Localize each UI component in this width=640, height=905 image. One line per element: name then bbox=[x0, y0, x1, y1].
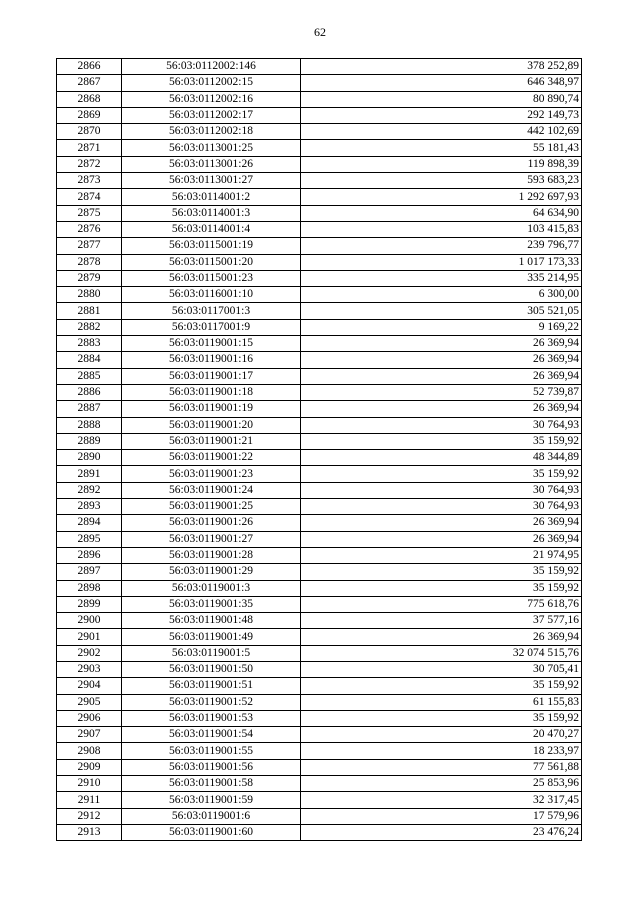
cadastral-value-cell: 305 521,05 bbox=[301, 303, 582, 319]
table-row bbox=[57, 352, 582, 368]
cadastral-number-cell: 56:03:0113001:25 bbox=[122, 140, 301, 156]
table-row bbox=[57, 450, 582, 466]
table-row bbox=[57, 270, 582, 286]
table-body bbox=[57, 59, 582, 841]
cadastral-value-cell: 52 739,87 bbox=[301, 384, 582, 400]
cadastral-number-cell: 56:03:0119001:17 bbox=[122, 368, 301, 384]
row-number-cell: 2908 bbox=[57, 743, 122, 759]
cadastral-number-cell: 56:03:0114001:3 bbox=[122, 205, 301, 221]
row-number-cell: 2902 bbox=[57, 645, 122, 661]
cadastral-value-cell: 26 369,94 bbox=[301, 352, 582, 368]
table-row bbox=[57, 531, 582, 547]
row-number-cell: 2874 bbox=[57, 189, 122, 205]
row-number-cell: 2869 bbox=[57, 107, 122, 123]
cadastral-value-cell: 23 476,24 bbox=[301, 824, 582, 840]
table-row bbox=[57, 59, 582, 75]
row-number-cell: 2892 bbox=[57, 482, 122, 498]
table-row bbox=[57, 205, 582, 221]
cadastral-number-cell: 56:03:0119001:48 bbox=[122, 613, 301, 629]
cadastral-value-cell: 6 300,00 bbox=[301, 287, 582, 303]
table-row bbox=[57, 189, 582, 205]
cadastral-number-cell: 56:03:0119001:19 bbox=[122, 401, 301, 417]
cadastral-value-cell: 1 017 173,33 bbox=[301, 254, 582, 270]
cadastral-number-cell: 56:03:0119001:23 bbox=[122, 466, 301, 482]
cadastral-value-cell: 30 705,41 bbox=[301, 661, 582, 677]
cadastral-number-cell: 56:03:0119001:53 bbox=[122, 710, 301, 726]
cadastral-number-cell: 56:03:0113001:27 bbox=[122, 173, 301, 189]
cadastral-number-cell: 56:03:0119001:58 bbox=[122, 776, 301, 792]
cadastral-number-cell: 56:03:0119001:52 bbox=[122, 694, 301, 710]
cadastral-value-cell: 32 317,45 bbox=[301, 792, 582, 808]
row-number-cell: 2879 bbox=[57, 270, 122, 286]
row-number-cell: 2895 bbox=[57, 531, 122, 547]
table-row bbox=[57, 433, 582, 449]
table-row bbox=[57, 156, 582, 172]
row-number-cell: 2884 bbox=[57, 352, 122, 368]
cadastral-value-cell: 64 634,90 bbox=[301, 205, 582, 221]
table-row bbox=[57, 336, 582, 352]
row-number-cell: 2891 bbox=[57, 466, 122, 482]
table-row bbox=[57, 547, 582, 563]
table-row bbox=[57, 368, 582, 384]
cadastral-value-cell: 9 169,22 bbox=[301, 319, 582, 335]
cadastral-number-cell: 56:03:0119001:60 bbox=[122, 824, 301, 840]
row-number-cell: 2912 bbox=[57, 808, 122, 824]
table-row bbox=[57, 710, 582, 726]
cadastral-value-cell: 26 369,94 bbox=[301, 515, 582, 531]
cadastral-number-cell: 56:03:0112002:15 bbox=[122, 75, 301, 91]
cadastral-value-cell: 775 618,76 bbox=[301, 596, 582, 612]
table-row bbox=[57, 759, 582, 775]
row-number-cell: 2882 bbox=[57, 319, 122, 335]
row-number-cell: 2887 bbox=[57, 401, 122, 417]
table-row bbox=[57, 303, 582, 319]
row-number-cell: 2888 bbox=[57, 417, 122, 433]
cadastral-value-cell: 61 155,83 bbox=[301, 694, 582, 710]
table-row bbox=[57, 727, 582, 743]
row-number-cell: 2870 bbox=[57, 124, 122, 140]
table-row bbox=[57, 580, 582, 596]
table-row bbox=[57, 808, 582, 824]
cadastral-value-cell: 26 369,94 bbox=[301, 629, 582, 645]
table-row bbox=[57, 384, 582, 400]
table-row bbox=[57, 482, 582, 498]
row-number-cell: 2901 bbox=[57, 629, 122, 645]
row-number-cell: 2904 bbox=[57, 678, 122, 694]
cadastral-value-cell: 30 764,93 bbox=[301, 482, 582, 498]
cadastral-value-cell: 35 159,92 bbox=[301, 678, 582, 694]
row-number-cell: 2900 bbox=[57, 613, 122, 629]
cadastral-value-cell: 292 149,73 bbox=[301, 107, 582, 123]
row-number-cell: 2911 bbox=[57, 792, 122, 808]
row-number-cell: 2896 bbox=[57, 547, 122, 563]
cadastral-number-cell: 56:03:0119001:28 bbox=[122, 547, 301, 563]
cadastral-number-cell: 56:03:0119001:15 bbox=[122, 336, 301, 352]
row-number-cell: 2906 bbox=[57, 710, 122, 726]
cadastral-number-cell: 56:03:0119001:16 bbox=[122, 352, 301, 368]
cadastral-value-cell: 32 074 515,76 bbox=[301, 645, 582, 661]
table-row bbox=[57, 173, 582, 189]
row-number-cell: 2907 bbox=[57, 727, 122, 743]
row-number-cell: 2889 bbox=[57, 433, 122, 449]
table-row bbox=[57, 417, 582, 433]
table-row bbox=[57, 75, 582, 91]
row-number-cell: 2876 bbox=[57, 221, 122, 237]
cadastral-value-cell: 593 683,23 bbox=[301, 173, 582, 189]
table-row bbox=[57, 661, 582, 677]
table-row bbox=[57, 678, 582, 694]
row-number-cell: 2913 bbox=[57, 824, 122, 840]
cadastral-number-cell: 56:03:0115001:23 bbox=[122, 270, 301, 286]
table-row bbox=[57, 221, 582, 237]
cadastral-value-table bbox=[56, 58, 582, 841]
table-row bbox=[57, 515, 582, 531]
row-number-cell: 2873 bbox=[57, 173, 122, 189]
cadastral-number-cell: 56:03:0116001:10 bbox=[122, 287, 301, 303]
cadastral-number-cell: 56:03:0119001:26 bbox=[122, 515, 301, 531]
cadastral-number-cell: 56:03:0119001:56 bbox=[122, 759, 301, 775]
cadastral-value-cell: 17 579,96 bbox=[301, 808, 582, 824]
cadastral-number-cell: 56:03:0112002:17 bbox=[122, 107, 301, 123]
cadastral-value-cell: 26 369,94 bbox=[301, 368, 582, 384]
row-number-cell: 2866 bbox=[57, 59, 122, 75]
table-row bbox=[57, 792, 582, 808]
row-number-cell: 2903 bbox=[57, 661, 122, 677]
cadastral-value-cell: 55 181,43 bbox=[301, 140, 582, 156]
cadastral-value-cell: 35 159,92 bbox=[301, 710, 582, 726]
cadastral-value-cell: 378 252,89 bbox=[301, 59, 582, 75]
row-number-cell: 2894 bbox=[57, 515, 122, 531]
cadastral-number-cell: 56:03:0119001:27 bbox=[122, 531, 301, 547]
cadastral-value-cell: 1 292 697,93 bbox=[301, 189, 582, 205]
cadastral-value-cell: 26 369,94 bbox=[301, 336, 582, 352]
cadastral-value-cell: 48 344,89 bbox=[301, 450, 582, 466]
table-row bbox=[57, 287, 582, 303]
table-row bbox=[57, 613, 582, 629]
cadastral-value-cell: 35 159,92 bbox=[301, 564, 582, 580]
row-number-cell: 2881 bbox=[57, 303, 122, 319]
cadastral-value-cell: 21 974,95 bbox=[301, 547, 582, 563]
cadastral-number-cell: 56:03:0119001:49 bbox=[122, 629, 301, 645]
cadastral-value-cell: 25 853,96 bbox=[301, 776, 582, 792]
cadastral-number-cell: 56:03:0119001:50 bbox=[122, 661, 301, 677]
cadastral-number-cell: 56:03:0119001:25 bbox=[122, 499, 301, 515]
row-number-cell: 2905 bbox=[57, 694, 122, 710]
cadastral-value-cell: 26 369,94 bbox=[301, 531, 582, 547]
table-row bbox=[57, 124, 582, 140]
row-number-cell: 2883 bbox=[57, 336, 122, 352]
table-row bbox=[57, 319, 582, 335]
cadastral-number-cell: 56:03:0119001:18 bbox=[122, 384, 301, 400]
table-row bbox=[57, 91, 582, 107]
row-number-cell: 2875 bbox=[57, 205, 122, 221]
row-number-cell: 2877 bbox=[57, 238, 122, 254]
table-row bbox=[57, 645, 582, 661]
cadastral-number-cell: 56:03:0112002:146 bbox=[122, 59, 301, 75]
cadastral-number-cell: 56:03:0119001:24 bbox=[122, 482, 301, 498]
row-number-cell: 2886 bbox=[57, 384, 122, 400]
cadastral-value-cell: 26 369,94 bbox=[301, 401, 582, 417]
row-number-cell: 2910 bbox=[57, 776, 122, 792]
cadastral-value-cell: 35 159,92 bbox=[301, 580, 582, 596]
cadastral-number-cell: 56:03:0119001:6 bbox=[122, 808, 301, 824]
cadastral-number-cell: 56:03:0114001:2 bbox=[122, 189, 301, 205]
table-row bbox=[57, 824, 582, 840]
cadastral-value-cell: 239 796,77 bbox=[301, 238, 582, 254]
table-row bbox=[57, 629, 582, 645]
table-row bbox=[57, 466, 582, 482]
cadastral-value-cell: 37 577,16 bbox=[301, 613, 582, 629]
cadastral-number-cell: 56:03:0115001:20 bbox=[122, 254, 301, 270]
table-row bbox=[57, 401, 582, 417]
cadastral-number-cell: 56:03:0119001:20 bbox=[122, 417, 301, 433]
table-row bbox=[57, 107, 582, 123]
row-number-cell: 2868 bbox=[57, 91, 122, 107]
cadastral-number-cell: 56:03:0119001:3 bbox=[122, 580, 301, 596]
table-row bbox=[57, 238, 582, 254]
cadastral-number-cell: 56:03:0119001:54 bbox=[122, 727, 301, 743]
table-row bbox=[57, 499, 582, 515]
row-number-cell: 2867 bbox=[57, 75, 122, 91]
table-row bbox=[57, 694, 582, 710]
table-row bbox=[57, 254, 582, 270]
cadastral-value-cell: 646 348,97 bbox=[301, 75, 582, 91]
cadastral-value-cell: 20 470,27 bbox=[301, 727, 582, 743]
cadastral-value-cell: 335 214,95 bbox=[301, 270, 582, 286]
cadastral-value-cell: 77 561,88 bbox=[301, 759, 582, 775]
table-row bbox=[57, 776, 582, 792]
page-number: 62 bbox=[314, 25, 326, 39]
cadastral-value-cell: 18 233,97 bbox=[301, 743, 582, 759]
cadastral-number-cell: 56:03:0115001:19 bbox=[122, 238, 301, 254]
table-row bbox=[57, 140, 582, 156]
cadastral-number-cell: 56:03:0112002:16 bbox=[122, 91, 301, 107]
table-row bbox=[57, 596, 582, 612]
cadastral-number-cell: 56:03:0119001:21 bbox=[122, 433, 301, 449]
row-number-cell: 2885 bbox=[57, 368, 122, 384]
row-number-cell: 2909 bbox=[57, 759, 122, 775]
row-number-cell: 2872 bbox=[57, 156, 122, 172]
row-number-cell: 2898 bbox=[57, 580, 122, 596]
row-number-cell: 2893 bbox=[57, 499, 122, 515]
cadastral-number-cell: 56:03:0117001:3 bbox=[122, 303, 301, 319]
row-number-cell: 2871 bbox=[57, 140, 122, 156]
cadastral-value-cell: 35 159,92 bbox=[301, 466, 582, 482]
cadastral-value-cell: 80 890,74 bbox=[301, 91, 582, 107]
cadastral-number-cell: 56:03:0119001:5 bbox=[122, 645, 301, 661]
cadastral-number-cell: 56:03:0119001:51 bbox=[122, 678, 301, 694]
cadastral-number-cell: 56:03:0114001:4 bbox=[122, 221, 301, 237]
cadastral-number-cell: 56:03:0112002:18 bbox=[122, 124, 301, 140]
cadastral-number-cell: 56:03:0113001:26 bbox=[122, 156, 301, 172]
table-row bbox=[57, 743, 582, 759]
cadastral-value-cell: 103 415,83 bbox=[301, 221, 582, 237]
cadastral-value-cell: 30 764,93 bbox=[301, 499, 582, 515]
row-number-cell: 2890 bbox=[57, 450, 122, 466]
cadastral-value-cell: 119 898,39 bbox=[301, 156, 582, 172]
cadastral-value-cell: 30 764,93 bbox=[301, 417, 582, 433]
cadastral-number-cell: 56:03:0119001:22 bbox=[122, 450, 301, 466]
row-number-cell: 2899 bbox=[57, 596, 122, 612]
cadastral-number-cell: 56:03:0119001:35 bbox=[122, 596, 301, 612]
row-number-cell: 2897 bbox=[57, 564, 122, 580]
row-number-cell: 2878 bbox=[57, 254, 122, 270]
cadastral-value-cell: 442 102,69 bbox=[301, 124, 582, 140]
cadastral-value-cell: 35 159,92 bbox=[301, 433, 582, 449]
cadastral-number-cell: 56:03:0117001:9 bbox=[122, 319, 301, 335]
cadastral-number-cell: 56:03:0119001:55 bbox=[122, 743, 301, 759]
cadastral-number-cell: 56:03:0119001:59 bbox=[122, 792, 301, 808]
table-row bbox=[57, 564, 582, 580]
row-number-cell: 2880 bbox=[57, 287, 122, 303]
cadastral-number-cell: 56:03:0119001:29 bbox=[122, 564, 301, 580]
